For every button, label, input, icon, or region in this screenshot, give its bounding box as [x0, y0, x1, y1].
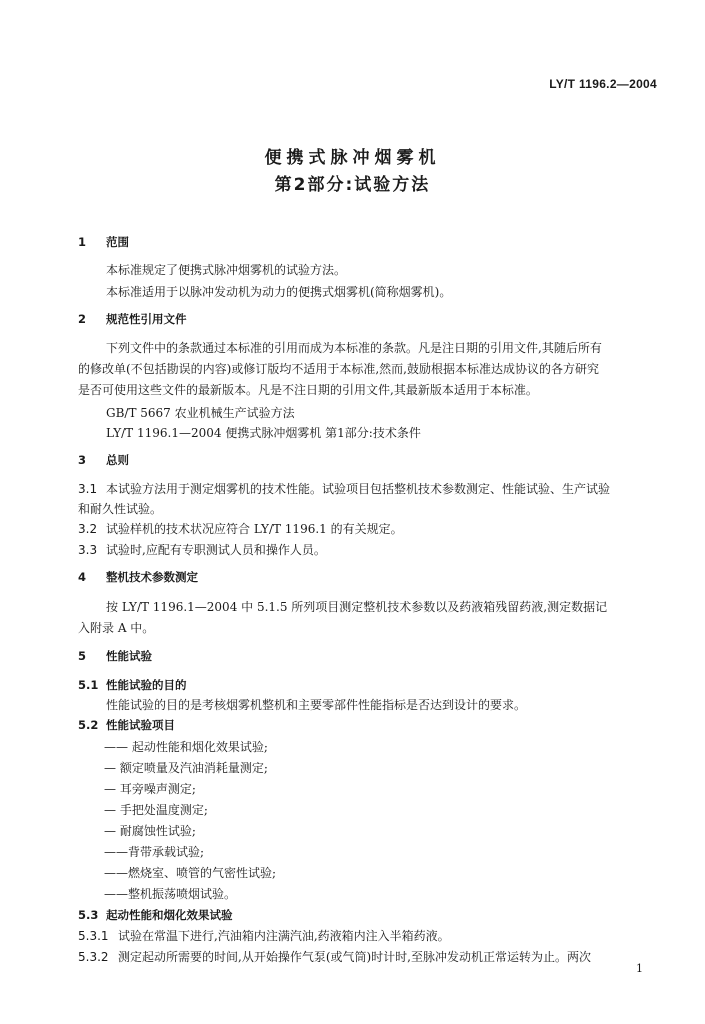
clause-3-2-text: 试验样机的技术状况应符合 LY/T 1196.1 的有关规定。: [106, 522, 403, 536]
test-item: ——燃烧室、喷管的气密性试验;: [104, 866, 277, 880]
clause-3-3: [78, 543, 326, 557]
test-item: ——背带承载试验;: [104, 845, 205, 859]
section-1-heading: [78, 235, 129, 249]
test-item: — 耐腐蚀性试验;: [104, 824, 196, 838]
clause-5-1-number: 5.1: [78, 678, 99, 692]
clause-5-1-heading: [78, 678, 187, 692]
clause-5-3-1: [78, 929, 450, 943]
section-4-para-line-2: 入附录 A 中。: [78, 621, 155, 635]
clause-3-2-number: 3.2: [78, 522, 98, 536]
test-item: — 耳旁噪声测定;: [104, 782, 196, 796]
clause-3-1-line-2: 和耐久性试验。: [78, 502, 163, 516]
clause-3-3-number: 3.3: [78, 543, 98, 557]
clause-3-3-text: 试验时,应配有专职测试人员和操作人员。: [106, 543, 326, 557]
clause-5-1-title: 性能试验的目的: [106, 678, 187, 692]
clause-3-1-number: 3.1: [78, 482, 98, 496]
section-1-number: 1: [78, 235, 87, 249]
page-number: 1: [636, 962, 643, 975]
section-4-number: 4: [78, 570, 87, 584]
clause-3-1-line-1: 本试验方法用于测定烟雾机的技术性能。试验项目包括整机技术参数测定、性能试验、生产试验: [106, 482, 611, 496]
clause-5-2-number: 5.2: [78, 718, 99, 732]
clause-5-3-1-text: 试验在常温下进行,汽油箱内注满汽油,药液箱内注入半箱药液。: [118, 929, 450, 943]
section-2-title: 规范性引用文件: [106, 312, 187, 326]
test-item: —— 起动性能和烟化效果试验;: [104, 740, 268, 754]
section-1-title: 范围: [106, 235, 129, 249]
reference-2: LY/T 1196.1—2004 便携式脉冲烟雾机 第1部分:技术条件: [106, 426, 421, 440]
clause-3-1: [78, 482, 610, 496]
clause-5-3-number: 5.3: [78, 908, 99, 922]
section-5-title: 性能试验: [106, 649, 152, 663]
section-5-number: 5: [78, 649, 87, 663]
test-item: — 手把处温度测定;: [104, 803, 208, 817]
section-2-para-line-2: 的修改单(不包括勘误的内容)或修订版均不适用于本标准,然而,鼓励根据本标准达成协议的各方研究: [78, 362, 599, 376]
section-3-title: 总则: [106, 453, 129, 467]
section-1-para-1: 本标准规定了便携式脉冲烟雾机的试验方法。: [106, 263, 347, 277]
clause-5-2-title: 性能试验项目: [106, 718, 175, 732]
document-subtitle: 第2部分:试验方法: [274, 175, 431, 195]
section-1-para-2: 本标准适用于以脉冲发动机为动力的便携式烟雾机(简称烟雾机)。: [106, 285, 452, 299]
clause-5-3-2: [78, 950, 591, 964]
standard-code: LY/T 1196.2—2004: [549, 77, 657, 91]
section-3-number: 3: [78, 453, 87, 467]
clause-5-3-1-number: 5.3.1: [78, 929, 109, 943]
section-4-title: 整机技术参数测定: [106, 570, 198, 584]
section-4-heading: [78, 570, 198, 584]
clause-5-3-2-number: 5.3.2: [78, 950, 109, 964]
section-4-para-line-1: 按 LY/T 1196.1—2004 中 5.1.5 所列项目测定整机技术参数以及药液箱残留药液,测定数据记: [106, 600, 608, 614]
section-2-para-line-1: 下列文件中的条款通过本标准的引用而成为本标准的条款。凡是注日期的引用文件,其随后所有: [106, 341, 602, 355]
section-2-para-line-3: 是否可使用这些文件的最新版本。凡是不注日期的引用文件,其最新版本适用于本标准。: [78, 383, 538, 397]
clause-5-3-title: 起动性能和烟化效果试验: [106, 908, 233, 922]
clause-5-3-2-text: 测定起动所需要的时间,从开始操作气泵(或气筒)时计时,至脉冲发动机正常运转为止。两次: [118, 950, 591, 964]
reference-1: GB/T 5667 农业机械生产试验方法: [106, 406, 295, 420]
document-title: 便携式脉冲烟雾机: [264, 148, 441, 168]
test-item: ——整机振荡喷烟试验。: [104, 887, 237, 901]
test-item: — 额定喷量及汽油消耗量测定;: [104, 761, 268, 775]
clause-5-1-text: 性能试验的目的是考核烟雾机整机和主要零部件性能指标是否达到设计的要求。: [106, 698, 527, 712]
clause-5-2-heading: [78, 718, 175, 732]
section-5-heading: [78, 649, 152, 663]
section-3-heading: [78, 453, 129, 467]
clause-5-3-heading: [78, 908, 233, 922]
section-2-number: 2: [78, 312, 87, 326]
section-2-heading: [78, 312, 187, 326]
clause-3-2: [78, 522, 403, 536]
